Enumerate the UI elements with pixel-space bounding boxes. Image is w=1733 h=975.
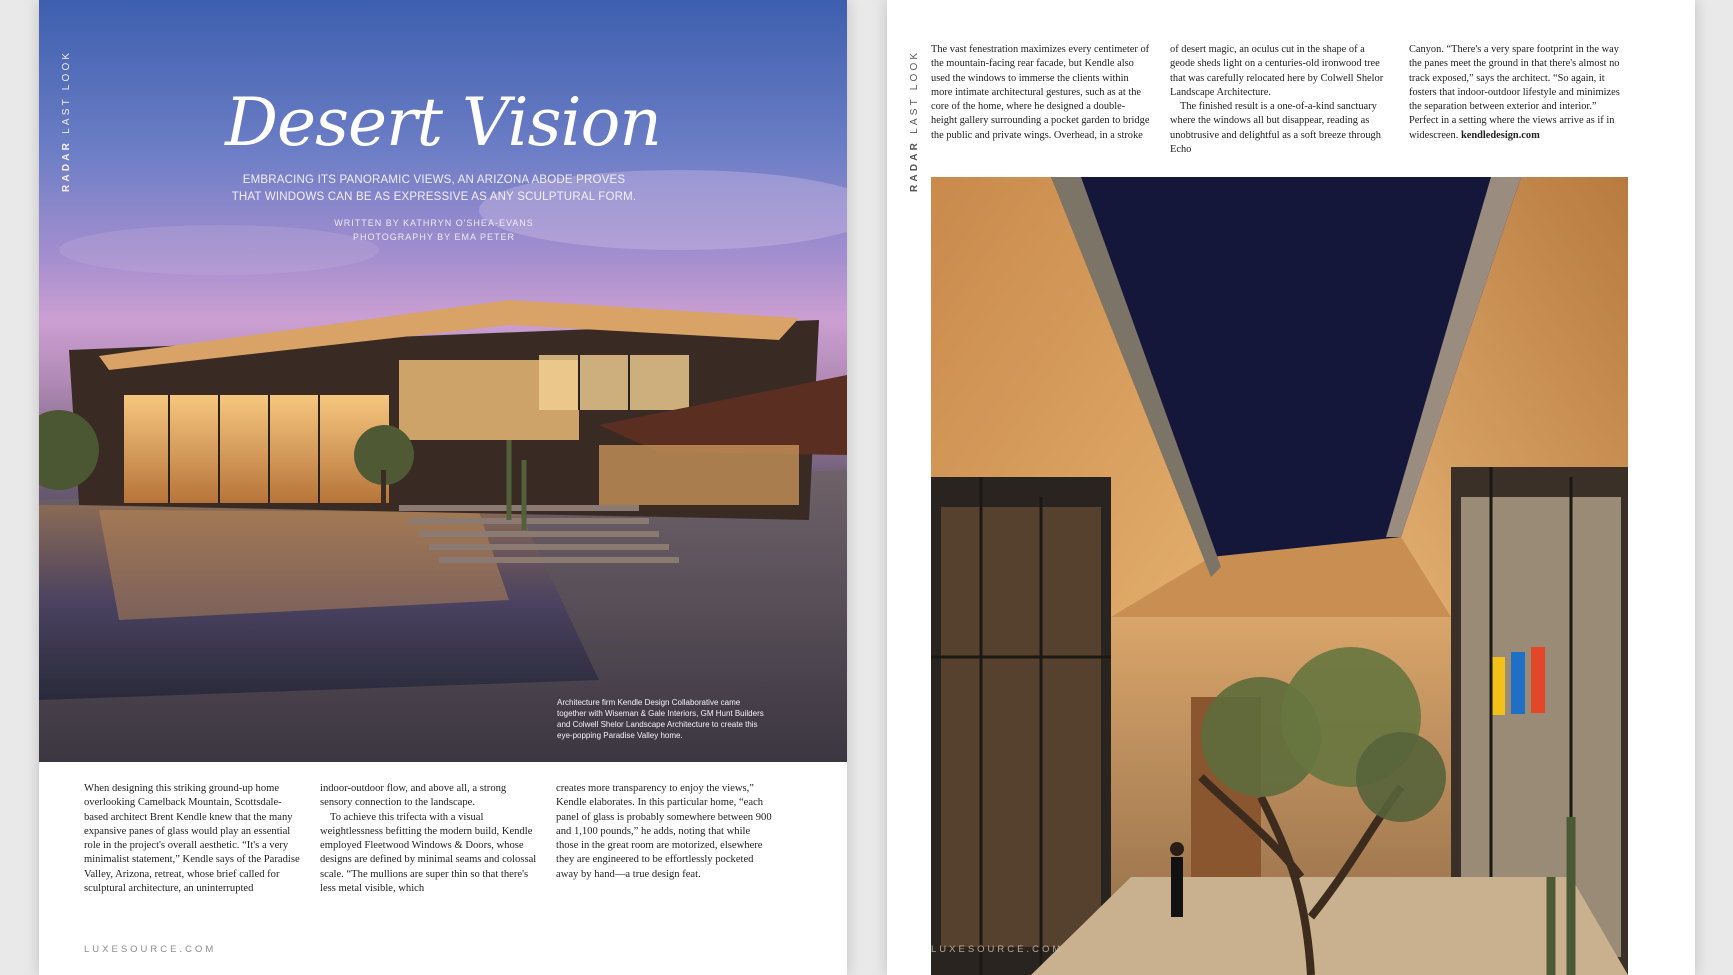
article-title: Desert Vision bbox=[225, 84, 661, 161]
left-column-3: creates more transparency to enjoy the views,” Kendle elaborates. In this particular home, “each panel of glass is probably somewhere between 900 and 1,100 pounds,” he adds, noting that while those in the great room are motorized, elsewhere they are engineered to be effortlessly pocketed away by hand—a true design feat. bbox=[556, 783, 772, 880]
website-link[interactable]: kendledesign.com bbox=[1460, 129, 1540, 141]
photo-credit: PHOTOGRAPHY BY EMA PETER bbox=[352, 232, 516, 242]
section-label: RADAR LAST LOOK bbox=[61, 49, 72, 192]
left-page bbox=[39, 0, 847, 975]
hero-photo bbox=[39, 0, 847, 762]
left-column-2: indoor-outdoor flow, and above all, a strong sensory connection to the landscape. To achieve this trifecta with a visual weightlessness befitting the modern build, Kendle employed Fleetwood Windows & Doors, whose designs are defined by minimal seams and colossal scale. “The mullions are super thin so that there's less metal visible, which bbox=[320, 783, 537, 895]
right-body-text bbox=[931, 43, 1628, 157]
right-footer: LUXESOURCE.COM bbox=[931, 944, 1064, 955]
right-page bbox=[887, 0, 1695, 975]
right-column-1: The vast fenestration maximizes every centimeter of the mountain-facing rear facade, but Kendle also used the windows to immerse the clients within more intimate architectural gestures, such as at the core of the home, where he designed a double-height gallery surrounding a pocket garden to bridge the public and private wings. Overhead, in a stroke bbox=[931, 44, 1150, 141]
left-footer: LUXESOURCE.COM bbox=[84, 944, 217, 955]
courtyard-photo bbox=[931, 177, 1628, 975]
article-dek: EMBRACING ITS PANORAMIC VIEWS, AN ARIZONA ABODE PROVES THAT WINDOWS CAN BE AS EXPRESSIVE AS ANY SCULPTURAL FORM. bbox=[231, 174, 637, 203]
right-column-3: Canyon. “There's a very spare footprint in the way the panes meet the ground in that there's almost no track exposed,” says the architect. “So again, it fosters that indoor-outdoor lifestyle and minimizes the separation between exterior and interior.” Perfect in a setting where the views arrive as if in widescreen. kendledesign.com bbox=[1409, 44, 1620, 141]
article-credits bbox=[39, 216, 829, 244]
left-column-1: When designing this striking ground-up home overlooking Camelback Mountain, Scottsdale-based architect Brent Kendle knew that the many expansive panes of glass would play an essential role in the project's overall aesthetic. “It's a very minimalist statement,” Kendle says of the Paradise Valley, Arizona, retreat, whose brief called for sculptural architecture, an uninterrupted bbox=[84, 783, 300, 895]
courtyard-illustration bbox=[931, 177, 1628, 975]
photo-caption: Architecture firm Kendle Design Collaborative came together with Wiseman & Gale Interiors, GM Hunt Builders and Colwell Shelor Landscape Architecture to create this eye-popping Paradise Valley home. bbox=[557, 698, 764, 740]
right-column-2: of desert magic, an oculus cut in the shape of a geode sheds light on a centuries-old ironwood tree that was carefully relocated here by Colwell Shelor Landscape Architecture. The finished result is a one-of-a-kind sanctuary where the windows all but disappear, reading as unobtrusive and delightful as a soft breeze through Echo bbox=[1170, 44, 1384, 156]
section-label: RADAR LAST LOOK bbox=[909, 49, 920, 192]
left-body-text bbox=[84, 782, 774, 896]
writer-credit: WRITTEN BY KATHRYN O'SHEA-EVANS bbox=[334, 218, 534, 228]
